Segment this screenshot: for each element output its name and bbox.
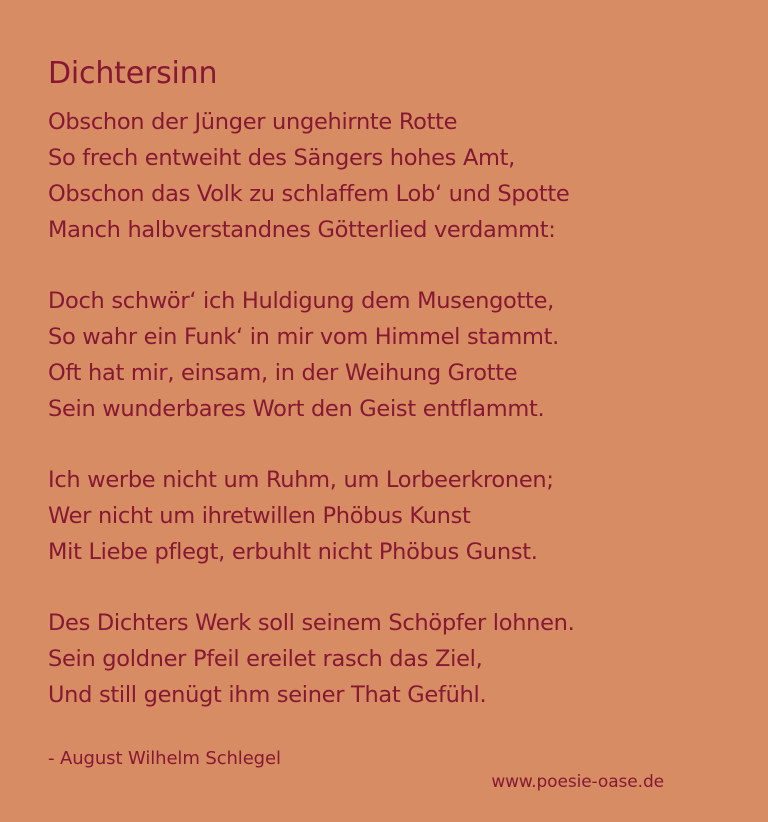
poem-line: Obschon das Volk zu schlaffem Lob‘ und Spotte	[48, 181, 570, 207]
poem-author: - August Wilhelm Schlegel	[48, 748, 281, 769]
poem-line: So wahr ein Funk‘ in mir vom Himmel stammt.	[48, 324, 560, 350]
poem-line: Wer nicht um ihretwillen Phöbus Kunst	[48, 503, 471, 529]
poem-line: Sein goldner Pfeil ereilet rasch das Ziel,	[48, 646, 483, 672]
poem-line: So frech entweiht des Sängers hohes Amt,	[48, 145, 516, 171]
poem-line: Obschon der Jünger ungehirnte Rotte	[48, 109, 458, 135]
poem-line: Des Dichters Werk soll seinem Schöpfer lohnen.	[48, 610, 575, 636]
poem-card	[48, 54, 738, 713]
poem-line: Sein wunderbares Wort den Geist entflammt.	[48, 396, 545, 422]
stanza-3	[48, 462, 738, 570]
stanza-2	[48, 283, 738, 427]
poem-title: Dichtersinn	[48, 56, 218, 91]
website-watermark: www.poesie-oase.de	[491, 772, 664, 792]
stanza-4	[48, 605, 738, 713]
poem-line: Manch halbverstandnes Götterlied verdammt:	[48, 217, 556, 243]
poem-line: Oft hat mir, einsam, in der Weihung Grotte	[48, 360, 518, 386]
poem-line: Und still genügt ihm seiner That Gefühl.	[48, 682, 487, 708]
poem-line: Ich werbe nicht um Ruhm, um Lorbeerkronen;	[48, 467, 554, 493]
poem-line: Doch schwör‘ ich Huldigung dem Musengotte,	[48, 288, 554, 314]
poem-body	[48, 104, 738, 713]
stanza-1	[48, 104, 738, 248]
poem-line: Mit Liebe pflegt, erbuhlt nicht Phöbus Gunst.	[48, 539, 538, 565]
